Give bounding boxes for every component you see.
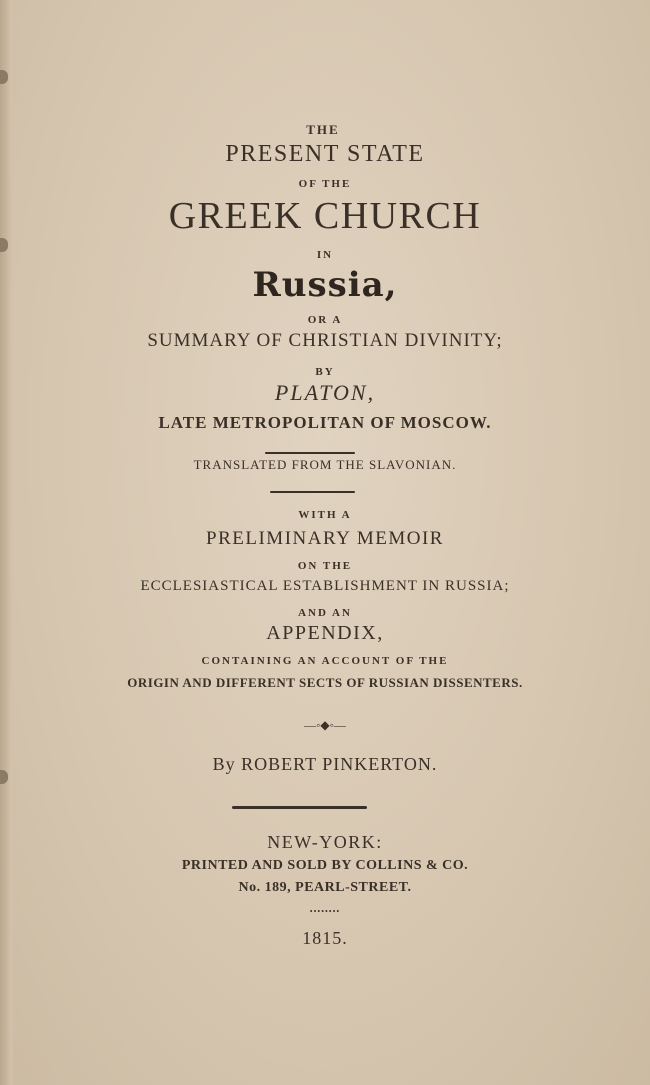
ornament-icon: —◦◆◦— [304,718,346,732]
translator-credit: By ROBERT PINKERTON. [212,754,438,774]
on-the: ON THE [297,560,353,572]
preliminary-memoir: PRELIMINARY MEMOIR [206,528,444,549]
imprint-place: NEW-YORK: [267,832,383,852]
title-summary: SUMMARY OF CHRISTIAN DIVINITY; [147,330,503,351]
dotted-ornament-icon: •••••••• [309,907,341,916]
appendix: APPENDIX, [266,622,384,644]
imprint-printer: PRINTED AND SOLD BY COLLINS & CO. [181,858,469,873]
translated-note: TRANSLATED FROM THE SLAVONIAN. [193,457,457,472]
title-by: BY [315,366,335,378]
title-in: IN [316,249,334,261]
with-a: WITH A [298,509,352,521]
title-russia: Russia, [252,265,398,305]
divider [270,491,355,493]
title-greek-church: GREEK CHURCH [168,195,482,237]
title-of-the: OF THE [298,178,352,190]
title-the: THE [306,122,340,137]
divider [232,806,367,809]
author-platon: PLATON, [274,380,376,405]
ecclesiastical-establishment: ECCLESIASTICAL ESTABLISHMENT IN RUSSIA; [140,578,510,594]
title-or-a: OR A [307,314,343,326]
imprint-year: 1815. [302,928,348,948]
title-present-state: PRESENT STATE [225,141,425,167]
and-an: AND AN [298,607,352,619]
origin-dissenters: ORIGIN AND DIFFERENT SECTS OF RUSSIAN DISSENTERS. [127,675,523,690]
platon-title: LATE METROPOLITAN OF MOSCOW. [158,413,492,432]
divider [265,452,355,454]
imprint-address: No. 189, PEARL-STREET. [238,880,412,895]
containing-account: CONTAINING AN ACCOUNT OF THE [201,655,449,667]
